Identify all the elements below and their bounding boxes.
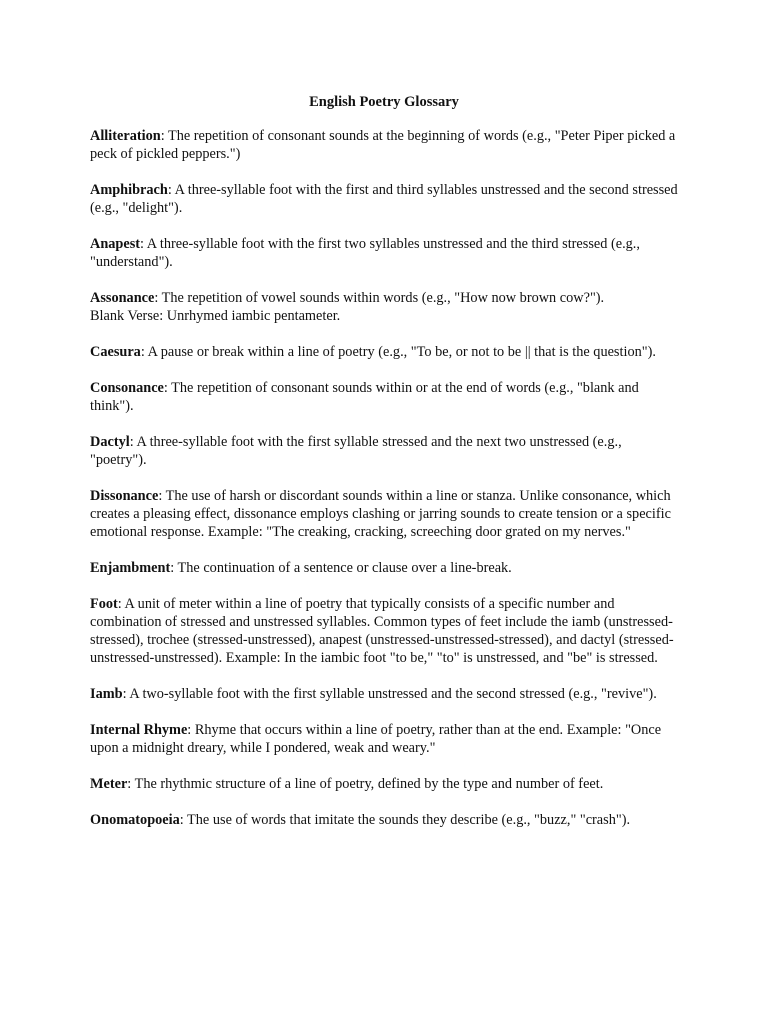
glossary-definition: : The use of words that imitate the sounds they describe (e.g., "buzz," "crash"). (179, 812, 631, 828)
glossary-definition: : A unit of meter within a line of poetry that typically consists of a specific number and combination of stressed and unstressed syllables. Common types of feet include the iamb (unstressed-stressed), trochee (stressed-unstressed), anapest (unstressed-unstressed-stressed), and dactyl (stressed-unstressed-unstressed). Example: In the iambic foot "to be," "to" is unstressed, and "be" is stressed. (90, 596, 674, 666)
glossary-definition: : A three-syllable foot with the first two syllables unstressed and the third stressed (e.g., "understand"). (90, 236, 640, 270)
glossary-term: Onomatopoeia (90, 812, 180, 828)
glossary-list (90, 127, 680, 847)
glossary-term: Meter (90, 776, 128, 792)
glossary-entry-onomatopoeia (90, 811, 680, 829)
glossary-definition: : The repetition of consonant sounds at the beginning of words (e.g., "Peter Piper picked a peck of pickled peppers.") (90, 128, 676, 162)
glossary-entry-dactyl (90, 433, 680, 469)
glossary-term: Foot (90, 596, 118, 612)
glossary-definition: : The rhythmic structure of a line of poetry, defined by the type and number of feet. (127, 776, 604, 792)
glossary-entry-alliteration (90, 127, 680, 163)
glossary-entry-consonance (90, 379, 680, 415)
glossary-definition: : The repetition of vowel sounds within words (e.g., "How now brown cow?"). (154, 290, 605, 306)
glossary-entry-amphibrach (90, 181, 680, 217)
glossary-term: Anapest (90, 236, 141, 252)
glossary-term: Dissonance (90, 488, 159, 504)
glossary-entry-internal-rhyme (90, 721, 680, 757)
glossary-term: Amphibrach (90, 182, 168, 198)
glossary-extra-line: Blank Verse: Unrhymed iambic pentameter. (90, 308, 341, 324)
glossary-definition: : A two-syllable foot with the first syllable unstressed and the second stressed (e.g., "revive"). (122, 686, 657, 702)
glossary-entry-anapest (90, 235, 680, 271)
glossary-entry-iamb (90, 685, 680, 703)
glossary-definition: : The continuation of a sentence or clause over a line-break. (170, 560, 512, 576)
glossary-term: Internal Rhyme (90, 722, 188, 738)
glossary-term: Caesura (90, 344, 141, 360)
glossary-definition: : A three-syllable foot with the first syllable stressed and the next two unstressed (e.g., "poetry"). (90, 434, 622, 468)
glossary-entry-dissonance (90, 487, 680, 541)
glossary-definition: : A pause or break within a line of poetry (e.g., "To be, or not to be || that is the question"). (140, 344, 656, 360)
glossary-term: Consonance (90, 380, 164, 396)
glossary-entry-assonance (90, 289, 680, 325)
glossary-entry-caesura (90, 343, 680, 361)
glossary-term: Alliteration (90, 128, 161, 144)
glossary-term: Enjambment (90, 560, 171, 576)
glossary-entry-meter (90, 775, 680, 793)
glossary-term: Dactyl (90, 434, 130, 450)
glossary-term: Iamb (90, 686, 123, 702)
page-title: English Poetry Glossary (309, 94, 459, 110)
glossary-definition: : The repetition of consonant sounds within or at the end of words (e.g., "blank and think"). (90, 380, 639, 414)
glossary-term: Assonance (90, 290, 155, 306)
glossary-definition: : Rhyme that occurs within a line of poetry, rather than at the end. Example: "Once upon a midnight dreary, while I pondered, weak and weary." (90, 722, 662, 756)
glossary-definition: : A three-syllable foot with the first and third syllables unstressed and the second stressed (e.g., "delight"). (90, 182, 678, 216)
glossary-entry-foot (90, 595, 680, 667)
glossary-definition: : The use of harsh or discordant sounds within a line or stanza. Unlike consonance, which creates a pleasing effect, dissonance employs clashing or jarring sounds to create tension or a specific emotional response. Example: "The creaking, cracking, screeching door grated on my nerves." (90, 488, 671, 540)
glossary-entry-enjambment (90, 559, 680, 577)
